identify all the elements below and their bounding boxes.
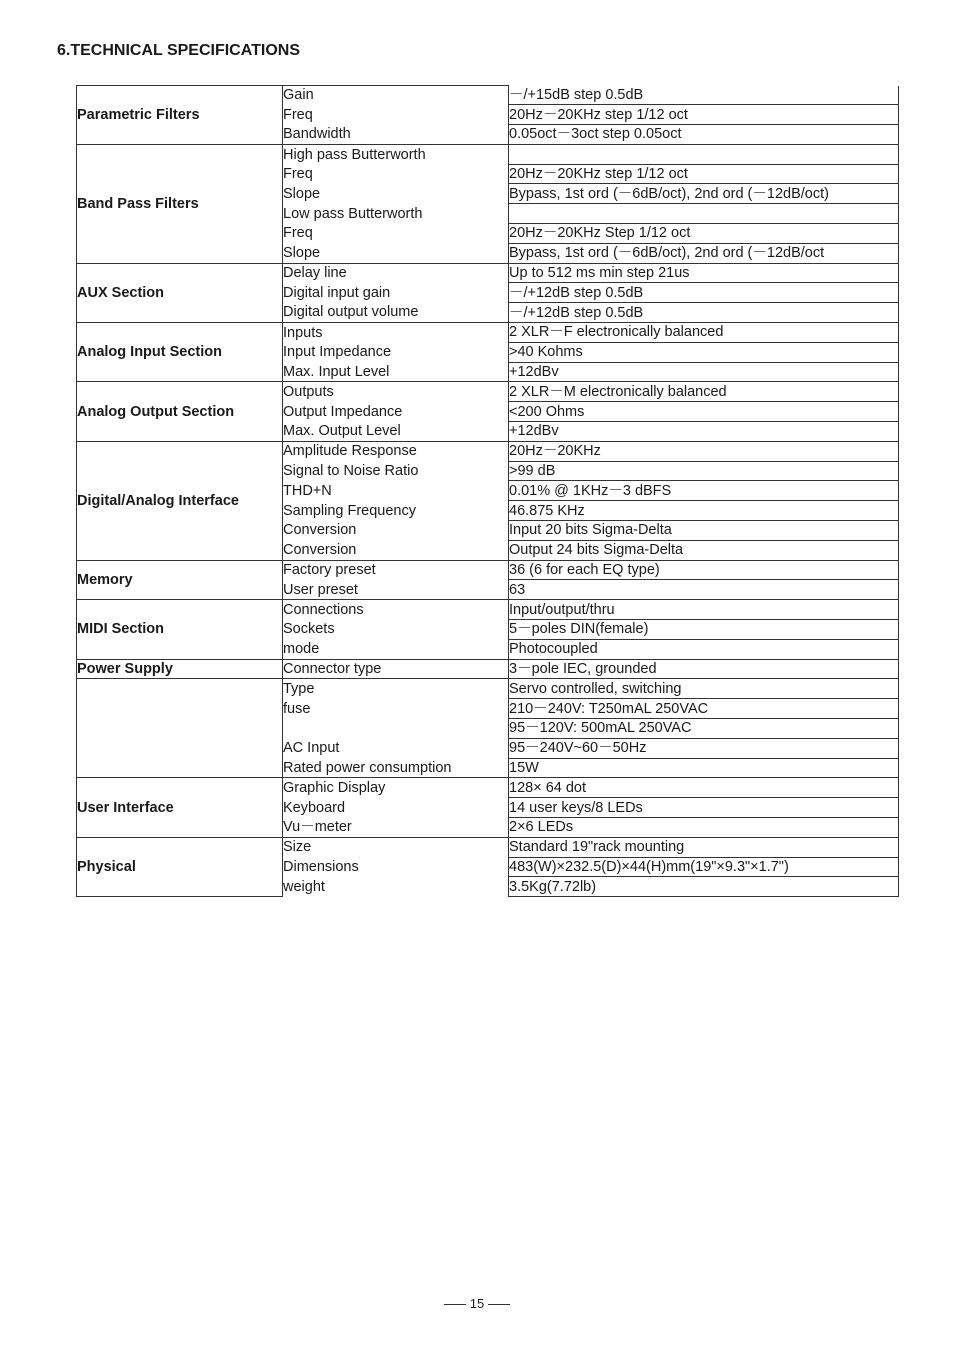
- parameter-value: 20Hz－20KHz step 1/12 oct: [509, 105, 899, 125]
- section-label: AUX Section: [77, 263, 283, 322]
- parameter-name: weight: [283, 877, 509, 897]
- parameter-name: Connector type: [283, 659, 509, 679]
- parameter-name: Max. Output Level: [283, 422, 509, 442]
- parameter-value: 0.05oct－3oct step 0.05oct: [509, 125, 899, 145]
- parameter-value: 3－pole IEC, grounded: [509, 659, 899, 679]
- parameter-name: Bandwidth: [283, 125, 509, 145]
- parameter-name: Freq: [283, 164, 509, 184]
- parameter-name: Low pass Butterworth: [283, 204, 509, 224]
- parameter-value: Input/output/thru: [509, 600, 899, 620]
- parameter-value: －/+12dB step 0.5dB: [509, 303, 899, 323]
- parameter-name: Input Impedance: [283, 342, 509, 362]
- parameter-value: [509, 204, 899, 224]
- parameter-value: Output 24 bits Sigma-Delta: [509, 540, 899, 560]
- footer-rule-right: [488, 1304, 510, 1305]
- parameter-value: 46.875 KHz: [509, 501, 899, 521]
- parameter-name: Signal to Noise Ratio: [283, 461, 509, 481]
- table-row: [77, 560, 899, 580]
- section-label: Parametric Filters: [77, 86, 283, 145]
- parameter-value: 20Hz－20KHz step 1/12 oct: [509, 164, 899, 184]
- section-label: User Interface: [77, 778, 283, 837]
- table-row: [77, 263, 899, 283]
- table-row: [77, 659, 899, 679]
- parameter-name: Freq: [283, 105, 509, 125]
- page-footer: [0, 1296, 954, 1311]
- table-row: [77, 382, 899, 402]
- parameter-name: Graphic Display: [283, 778, 509, 798]
- parameter-name: mode: [283, 639, 509, 659]
- parameter-name: Slope: [283, 243, 509, 263]
- parameter-value: Input 20 bits Sigma-Delta: [509, 521, 899, 541]
- parameter-name: Outputs: [283, 382, 509, 402]
- parameter-name: [283, 719, 509, 739]
- parameter-name: Amplitude Response: [283, 441, 509, 461]
- table-row: [77, 144, 899, 164]
- parameter-name: Rated power consumption: [283, 758, 509, 778]
- parameter-name: Output Impedance: [283, 402, 509, 422]
- table-row: [77, 600, 899, 620]
- parameter-value: Up to 512 ms min step 21us: [509, 263, 899, 283]
- section-label: Physical: [77, 837, 283, 896]
- parameter-value: +12dBv: [509, 362, 899, 382]
- section-label: Memory: [77, 560, 283, 600]
- parameter-value: 20Hz－20KHz Step 1/12 oct: [509, 224, 899, 244]
- section-label: [77, 679, 283, 778]
- table-row: [77, 323, 899, 343]
- parameter-value: 210－240V: T250mAL 250VAC: [509, 699, 899, 719]
- parameter-name: Conversion: [283, 540, 509, 560]
- parameter-name: fuse: [283, 699, 509, 719]
- parameter-name: Delay line: [283, 263, 509, 283]
- parameter-value: 483(W)×232.5(D)×44(H)mm(19"×9.3"×1.7"): [509, 857, 899, 877]
- parameter-name: Keyboard: [283, 798, 509, 818]
- section-label: Band Pass Filters: [77, 144, 283, 263]
- parameter-name: Sockets: [283, 620, 509, 640]
- section-label: Digital/Analog Interface: [77, 441, 283, 560]
- parameter-value: 20Hz－20KHz: [509, 441, 899, 461]
- parameter-value: －/+12dB step 0.5dB: [509, 283, 899, 303]
- parameter-value: 128× 64 dot: [509, 778, 899, 798]
- parameter-value: >40 Kohms: [509, 342, 899, 362]
- parameter-value: －/+15dB step 0.5dB: [509, 86, 899, 105]
- parameter-value: 63: [509, 580, 899, 600]
- section-label: Power Supply: [77, 659, 283, 679]
- spec-table: [76, 85, 899, 897]
- parameter-value: Photocoupled: [509, 639, 899, 659]
- parameter-name: Max. Input Level: [283, 362, 509, 382]
- parameter-name: Type: [283, 679, 509, 699]
- parameter-value: [509, 144, 899, 164]
- section-label: MIDI Section: [77, 600, 283, 659]
- parameter-value: 5－poles DIN(female): [509, 620, 899, 640]
- parameter-name: Gain: [283, 86, 509, 105]
- parameter-name: Vu－meter: [283, 817, 509, 837]
- footer-rule-left: [444, 1304, 466, 1305]
- parameter-name: Connections: [283, 600, 509, 620]
- parameter-value: +12dBv: [509, 422, 899, 442]
- parameter-name: User preset: [283, 580, 509, 600]
- parameter-name: Inputs: [283, 323, 509, 343]
- parameter-value: 2 XLR－M electronically balanced: [509, 382, 899, 402]
- table-row: [77, 679, 899, 699]
- parameter-value: Servo controlled, switching: [509, 679, 899, 699]
- parameter-name: THD+N: [283, 481, 509, 501]
- parameter-value: 36 (6 for each EQ type): [509, 560, 899, 580]
- parameter-name: High pass Butterworth: [283, 144, 509, 164]
- table-row: [77, 778, 899, 798]
- parameter-value: >99 dB: [509, 461, 899, 481]
- parameter-name: Sampling Frequency: [283, 501, 509, 521]
- parameter-name: Dimensions: [283, 857, 509, 877]
- table-row: [77, 441, 899, 461]
- parameter-value: 95－120V: 500mAL 250VAC: [509, 719, 899, 739]
- parameter-value: <200 Ohms: [509, 402, 899, 422]
- parameter-value: 15W: [509, 758, 899, 778]
- parameter-value: Bypass, 1st ord (－6dB/oct), 2nd ord (－12dB/oct): [509, 184, 899, 204]
- parameter-value: 2×6 LEDs: [509, 817, 899, 837]
- parameter-value: 95－240V~60－50Hz: [509, 738, 899, 758]
- page-number: 15: [469, 1296, 485, 1311]
- section-label: Analog Output Section: [77, 382, 283, 441]
- parameter-name: Size: [283, 837, 509, 857]
- parameter-name: Conversion: [283, 521, 509, 541]
- parameter-name: Factory preset: [283, 560, 509, 580]
- section-label: Analog Input Section: [77, 323, 283, 382]
- parameter-name: Slope: [283, 184, 509, 204]
- spec-table-body: [77, 86, 899, 897]
- parameter-name: Digital input gain: [283, 283, 509, 303]
- parameter-value: 2 XLR－F electronically balanced: [509, 323, 899, 343]
- parameter-value: 0.01% @ 1KHz－3 dBFS: [509, 481, 899, 501]
- table-row: [77, 86, 899, 105]
- parameter-name: AC Input: [283, 738, 509, 758]
- table-row: [77, 837, 899, 857]
- parameter-name: Freq: [283, 224, 509, 244]
- parameter-value: 3.5Kg(7.72lb): [509, 877, 899, 897]
- parameter-name: Digital output volume: [283, 303, 509, 323]
- parameter-value: 14 user keys/8 LEDs: [509, 798, 899, 818]
- page-title: 6.TECHNICAL SPECIFICATIONS: [57, 42, 300, 59]
- parameter-value: Bypass, 1st ord (－6dB/oct), 2nd ord (－12dB/oct: [509, 243, 899, 263]
- parameter-value: Standard 19"rack mounting: [509, 837, 899, 857]
